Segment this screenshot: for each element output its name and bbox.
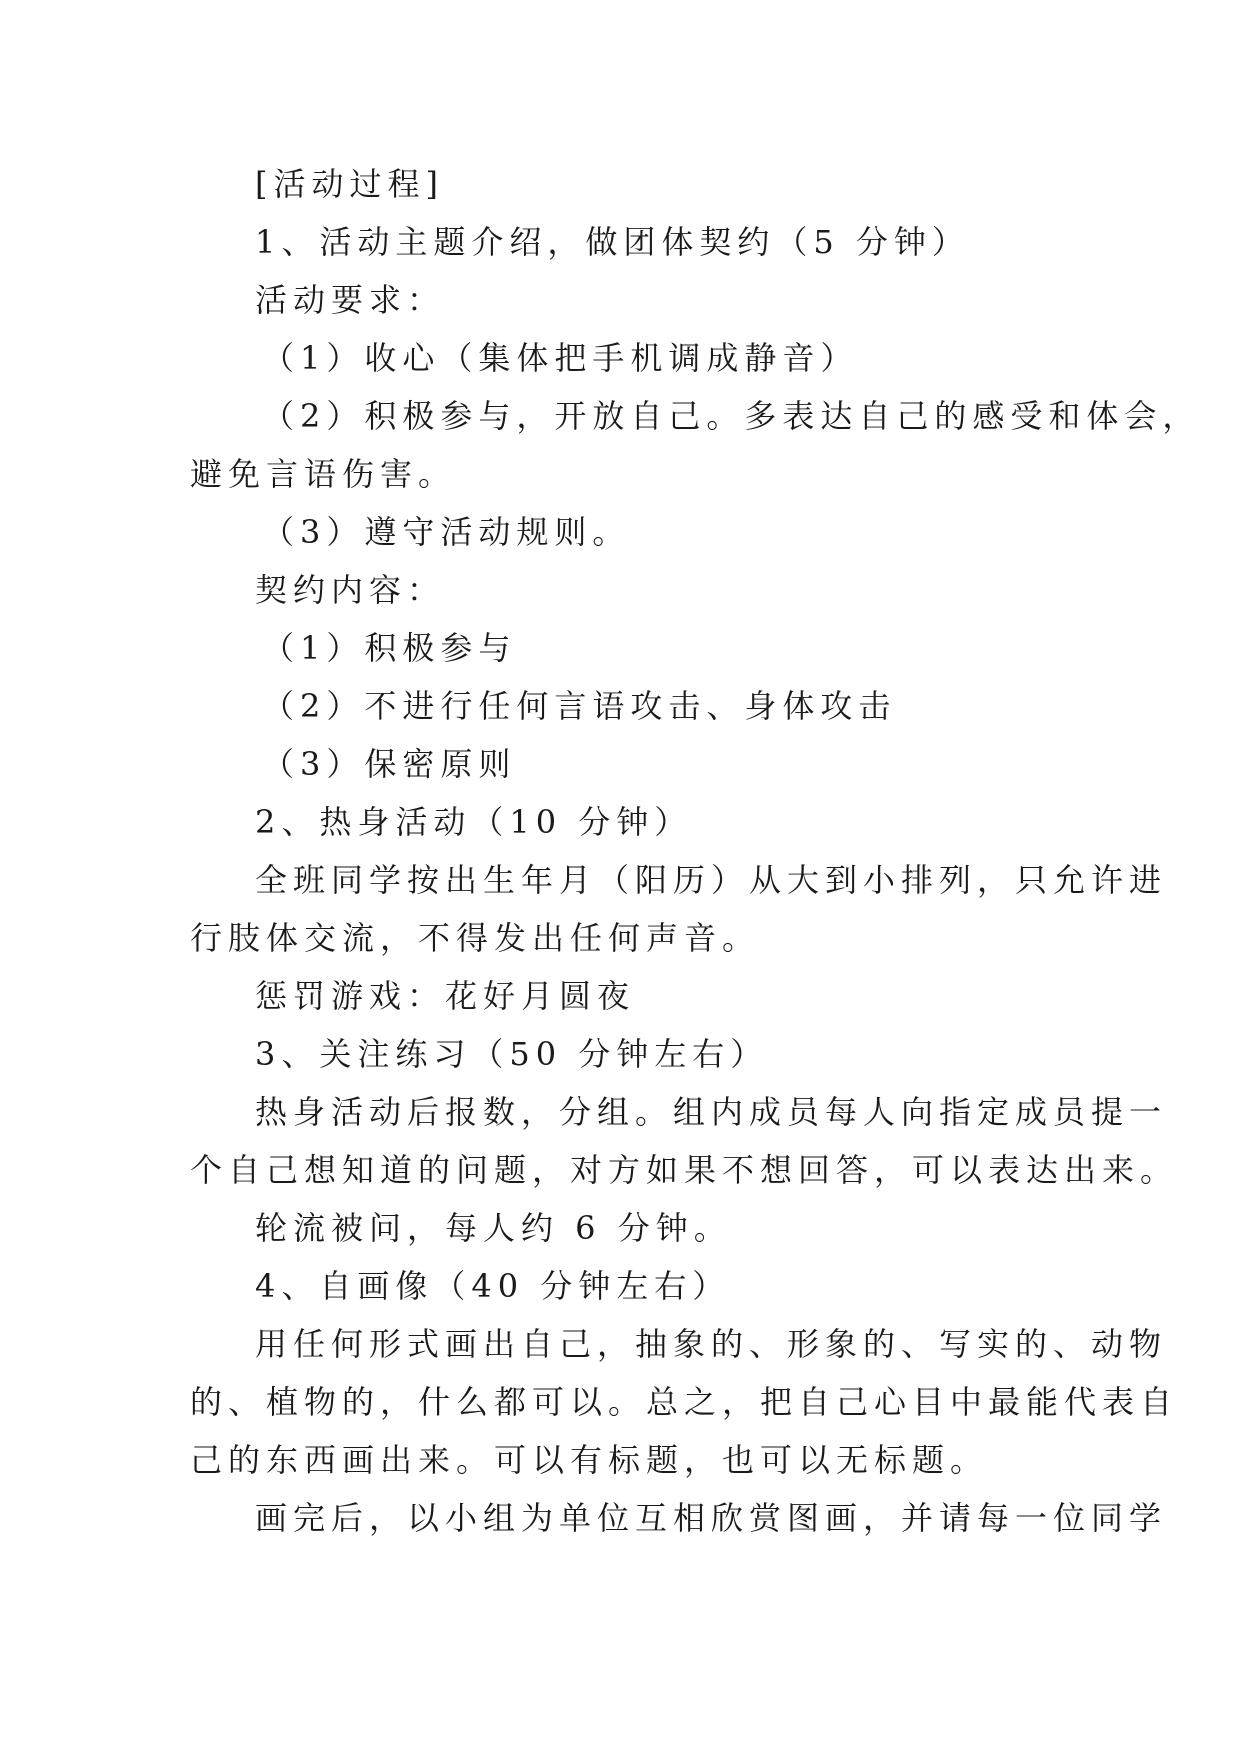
requirement-2-continued: 避免言语伤害。 [190, 455, 457, 493]
self-portrait-paragraph-line-3: 己的东西画出来。可以有标题，也可以无标题。 [190, 1441, 989, 1479]
activity-requirements-label: 活动要求： [255, 281, 446, 319]
contract-item-3: （3）保密原则 [262, 745, 517, 783]
requirement-1: （1）收心（集体把手机调成静音） [262, 339, 859, 377]
requirement-3: （3）遵守活动规则。 [262, 513, 631, 551]
attention-paragraph-line-2: 个自己想知道的问题，对方如果不想回答，可以表达出来。 [190, 1151, 1179, 1189]
requirement-2: （2）积极参与，开放自己。多表达自己的感受和体会， [262, 397, 1201, 435]
after-drawing-paragraph-line-1: 画完后，以小组为单位互相欣赏图画，并请每一位同学 [255, 1499, 1168, 1537]
contract-item-2: （2）不进行任何言语攻击、身体攻击 [262, 687, 897, 725]
warmup-paragraph-line-1: 全班同学按出生年月（阳历）从大到小排列，只允许进 [255, 861, 1168, 899]
step-3-heading: 3、关注练习（50 分钟左右） [255, 1035, 769, 1073]
self-portrait-paragraph-line-1: 用任何形式画出自己，抽象的、形象的、写实的、动物 [255, 1325, 1168, 1363]
penalty-game-line: 惩罚游戏：花好月圆夜 [255, 977, 636, 1015]
contract-content-label: 契约内容： [255, 571, 446, 609]
attention-paragraph-line-3: 轮流被问，每人约 6 分钟。 [255, 1209, 732, 1247]
attention-paragraph-line-1: 热身活动后报数，分组。组内成员每人向指定成员提一 [255, 1093, 1168, 1131]
step-4-heading: 4、自画像（40 分钟左右） [255, 1267, 731, 1305]
step-1-heading: 1、活动主题介绍，做团体契约（5 分钟） [255, 223, 970, 261]
warmup-paragraph-line-2: 行肢体交流，不得发出任何声音。 [190, 919, 761, 957]
self-portrait-paragraph-line-2: 的、植物的，什么都可以。总之，把自己心目中最能代表自 [190, 1383, 1179, 1421]
section-heading-activity-process: [活动过程] [255, 165, 444, 203]
step-2-heading: 2、热身活动（10 分钟） [255, 803, 693, 841]
contract-item-1: （1）积极参与 [262, 629, 517, 667]
